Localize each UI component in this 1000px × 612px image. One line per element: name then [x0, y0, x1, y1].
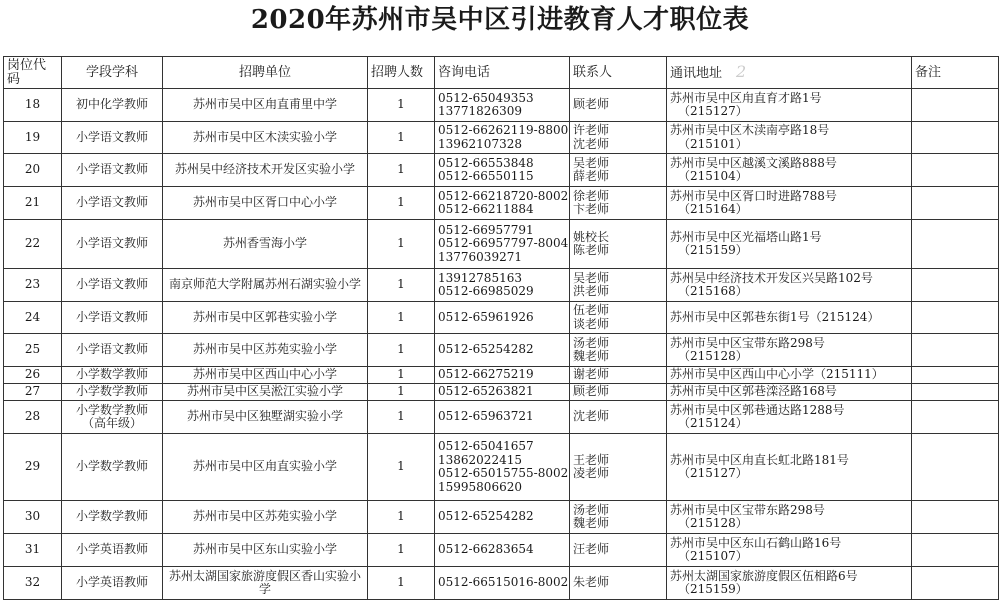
cell-line: 汪老师: [573, 542, 610, 557]
cell-line: 苏州市吴中区郭巷滦泾路168号: [670, 384, 837, 399]
phone-cell: [435, 501, 570, 534]
note-cell: [912, 334, 999, 367]
phone-cell: [435, 154, 570, 187]
cell-line: 顾老师: [573, 97, 610, 112]
unit-cell: [163, 187, 368, 220]
phone-cell: [435, 334, 570, 367]
unit-cell: [163, 401, 368, 434]
cell-line: 0512-65041657: [438, 439, 534, 453]
cell-line: （215128）: [678, 349, 748, 363]
cell-line: 沈老师: [573, 409, 610, 424]
header-cell: [667, 57, 912, 89]
count-cell: 1: [368, 401, 435, 434]
cell-line: 小学语文教师: [75, 236, 148, 251]
recruitment-table: [3, 56, 999, 600]
cell-line: 0512-66553848: [438, 155, 534, 170]
cell-line: 0512-65049353: [438, 90, 534, 105]
cell-line: （215127）: [678, 466, 748, 480]
subject-cell: [62, 334, 163, 367]
contact-cell: [570, 384, 667, 401]
unit-cell: [163, 567, 368, 600]
cell-line: 苏州市吴中区东山石鹤山路16号: [670, 535, 842, 550]
cell-line: 谈老师: [573, 316, 610, 331]
unit-cell: [163, 534, 368, 567]
cell-line: 魏老师: [573, 349, 610, 363]
cell-line: 苏州市吴中区郭巷通达路1288号: [670, 402, 845, 417]
header-row: [4, 57, 999, 89]
subject-cell: [62, 501, 163, 534]
code-cell: 21: [4, 187, 62, 220]
code-cell: 26: [4, 367, 62, 384]
cell-line: 0512-66275219: [438, 367, 534, 382]
cell-line: 洪老师: [573, 284, 610, 298]
contact-cell: [570, 122, 667, 154]
table-row: [4, 269, 999, 302]
cell-line: （215128）: [678, 516, 748, 530]
cell-line: 13776039271: [438, 249, 522, 264]
cell-line: 13862022415: [438, 452, 522, 467]
code-cell: 20: [4, 154, 62, 187]
unit-cell: [163, 384, 368, 401]
contact-cell: [570, 567, 667, 600]
cell-line: 苏州市吴中区苏苑实验小学: [192, 509, 337, 524]
cell-line: 苏州市吴中区胥口时进路788号: [670, 188, 837, 203]
cell-line: 汤老师: [573, 502, 610, 517]
cell-line: 0512-65254282: [438, 509, 534, 524]
phone-cell: [435, 434, 570, 501]
address-cell: [667, 154, 912, 187]
address-cell: [667, 89, 912, 122]
unit-cell: [163, 122, 368, 154]
cell-line: 0512-66218720-8002: [438, 188, 569, 203]
unit-cell: [163, 89, 368, 122]
code-cell: 31: [4, 534, 62, 567]
phone-cell: [435, 122, 570, 154]
cell-line: 13912785163: [438, 270, 522, 285]
cell-line: 0512-65015755-8002: [438, 466, 569, 480]
code-cell: 29: [4, 434, 62, 501]
code-cell: 18: [4, 89, 62, 122]
cell-line: 苏州太湖国家旅游度假区香山实验小学: [168, 568, 361, 596]
contact-cell: [570, 269, 667, 302]
contact-cell: [570, 89, 667, 122]
subject-cell: [62, 401, 163, 434]
table-row: [4, 302, 999, 334]
cell-line: 苏州市吴中区胥口中心小学: [192, 195, 337, 210]
note-cell: [912, 302, 999, 334]
code-cell: 32: [4, 567, 62, 600]
cell-line: 苏州香雪海小学: [222, 236, 307, 251]
note-cell: [912, 534, 999, 567]
cell-line: 苏州市吴中区西山中心小学（215111）: [670, 367, 884, 382]
phone-cell: [435, 269, 570, 302]
subject-cell: [62, 367, 163, 384]
cell-line: 伍老师: [573, 303, 610, 317]
cell-line: 小学语文教师: [75, 309, 148, 324]
cell-line: （215104）: [678, 169, 748, 183]
cell-line: 苏州市吴中区郭巷实验小学: [192, 309, 337, 324]
note-cell: [912, 367, 999, 384]
cell-line: 小学英语教师: [75, 575, 148, 590]
cell-line: 苏州市吴中区宝带东路298号: [670, 502, 825, 517]
header-mark: 2: [736, 61, 747, 81]
note-cell: [912, 384, 999, 401]
count-cell: 1: [368, 154, 435, 187]
cell-line: 0512-66550115: [438, 169, 534, 183]
address-cell: [667, 122, 912, 154]
cell-line: 苏州吴中经济技术开发区实验小学: [174, 162, 355, 177]
note-cell: [912, 269, 999, 302]
unit-cell: [163, 154, 368, 187]
header-cell: 联系人: [570, 57, 667, 89]
count-cell: 1: [368, 501, 435, 534]
cell-line: 0512-66283654: [438, 542, 534, 557]
cell-line: 苏州市吴中区西山中心小学: [192, 367, 337, 382]
cell-line: 13962107328: [438, 136, 522, 151]
table-row: [4, 220, 999, 269]
address-cell: [667, 567, 912, 600]
cell-line: 13771826309: [438, 104, 522, 118]
subject-cell: [62, 187, 163, 220]
cell-line: 0512-66262119-8800: [438, 123, 569, 137]
cell-line: 朱老师: [573, 575, 610, 590]
cell-line: 15995806620: [438, 479, 522, 494]
count-cell: 1: [368, 89, 435, 122]
address-cell: [667, 434, 912, 501]
cell-line: 陈老师: [573, 243, 610, 257]
cell-line: 小学数学教师: [75, 384, 148, 399]
cell-line: 南京师范大学附属苏州石湖实验小学: [168, 277, 361, 292]
subject-cell: [62, 434, 163, 501]
cell-line: 小学英语教师: [75, 542, 148, 557]
table-row: [4, 534, 999, 567]
note-cell: [912, 154, 999, 187]
cell-line: （215101）: [678, 136, 748, 151]
cell-line: 0512-65961926: [438, 309, 534, 324]
unit-cell: [163, 367, 368, 384]
phone-cell: [435, 567, 570, 600]
cell-line: （215159）: [678, 582, 748, 596]
subject-cell: [62, 567, 163, 600]
cell-line: 汤老师: [573, 335, 610, 350]
table-row: [4, 367, 999, 384]
cell-line: 0512-65254282: [438, 342, 534, 357]
code-cell: 23: [4, 269, 62, 302]
contact-cell: [570, 501, 667, 534]
table-row: [4, 89, 999, 122]
cell-line: 苏州市吴中区甪直育才路1号: [670, 90, 822, 105]
note-cell: [912, 187, 999, 220]
cell-line: 苏州市吴中区越溪文溪路888号: [670, 155, 837, 170]
count-cell: 1: [368, 384, 435, 401]
cell-line: 0512-65263821: [438, 384, 534, 399]
cell-line: 苏州市吴中区甪直长虹北路181号: [670, 452, 849, 467]
address-cell: [667, 384, 912, 401]
contact-cell: [570, 154, 667, 187]
unit-cell: [163, 302, 368, 334]
count-cell: 1: [368, 269, 435, 302]
cell-line: （215159）: [678, 243, 748, 257]
cell-line: 吴老师: [573, 155, 610, 170]
header-cell: 岗位代码: [4, 57, 62, 89]
code-cell: 30: [4, 501, 62, 534]
table-row: [4, 434, 999, 501]
cell-line: 苏州太湖国家旅游度假区伍相路6号: [670, 568, 858, 583]
header-cell: 招聘人数: [368, 57, 435, 89]
subject-cell: [62, 534, 163, 567]
count-cell: 1: [368, 434, 435, 501]
contact-cell: [570, 220, 667, 269]
code-cell: 28: [4, 401, 62, 434]
cell-line: 苏州市吴中区宝带东路298号: [670, 335, 825, 350]
cell-line: 0512-65963721: [438, 409, 534, 424]
cell-line: 小学语文教师: [75, 129, 148, 144]
contact-cell: [570, 367, 667, 384]
note-cell: [912, 567, 999, 600]
subject-cell: [62, 220, 163, 269]
phone-cell: [435, 401, 570, 434]
phone-cell: [435, 187, 570, 220]
count-cell: 1: [368, 534, 435, 567]
subject-cell: [62, 122, 163, 154]
cell-line: 小学语文教师: [75, 277, 148, 292]
code-cell: 24: [4, 302, 62, 334]
header-cell: 招聘单位: [163, 57, 368, 89]
cell-line: 王老师: [573, 452, 610, 467]
note-cell: [912, 434, 999, 501]
address-cell: [667, 501, 912, 534]
cell-line: 0512-66957791: [438, 222, 534, 237]
address-cell: [667, 534, 912, 567]
unit-cell: [163, 434, 368, 501]
cell-line: 小学语文教师: [75, 342, 148, 357]
contact-cell: [570, 334, 667, 367]
cell-line: 苏州市吴中区独墅湖实验小学: [186, 409, 343, 424]
cell-line: 许老师: [573, 123, 610, 137]
code-cell: 25: [4, 334, 62, 367]
subject-cell: [62, 384, 163, 401]
cell-line: 初中化学教师: [75, 97, 148, 112]
code-cell: 27: [4, 384, 62, 401]
table-row: [4, 187, 999, 220]
phone-cell: [435, 302, 570, 334]
table-row: [4, 501, 999, 534]
cell-line: （215107）: [678, 549, 748, 563]
header-label: 通讯地址: [670, 65, 723, 81]
subject-cell: [62, 154, 163, 187]
cell-line: 小学数学教师: [75, 367, 148, 382]
address-cell: [667, 367, 912, 384]
cell-line: 苏州吴中经济技术开发区兴吴路102号: [670, 270, 873, 285]
table-row: [4, 567, 999, 600]
phone-cell: [435, 534, 570, 567]
cell-line: 小学语文教师: [75, 195, 148, 210]
table-row: [4, 122, 999, 154]
cell-line: 小学数学教师: [75, 509, 148, 524]
phone-cell: [435, 89, 570, 122]
cell-line: （215164）: [678, 202, 748, 216]
cell-line: （215168）: [678, 284, 748, 298]
cell-line: 0512-66515016-8002: [438, 575, 569, 590]
unit-cell: [163, 501, 368, 534]
code-cell: 19: [4, 122, 62, 154]
cell-line: 小学数学教师（高年级）: [75, 402, 148, 430]
cell-line: 徐老师: [573, 188, 610, 203]
note-cell: [912, 401, 999, 434]
subject-cell: [62, 89, 163, 122]
phone-cell: [435, 384, 570, 401]
contact-cell: [570, 534, 667, 567]
cell-line: 谢老师: [573, 367, 610, 382]
subject-cell: [62, 269, 163, 302]
cell-line: 小学数学教师: [75, 459, 148, 474]
cell-line: 魏老师: [573, 516, 610, 530]
count-cell: 1: [368, 567, 435, 600]
note-cell: [912, 220, 999, 269]
cell-line: 姚校长: [573, 229, 610, 244]
cell-line: 苏州市吴中区木渎实验小学: [192, 129, 337, 144]
cell-line: 苏州市吴中区甪直甫里中学: [192, 97, 337, 112]
unit-cell: [163, 269, 368, 302]
cell-line: 苏州市吴中区郭巷东街1号（215124）: [670, 309, 880, 324]
table-row: [4, 401, 999, 434]
count-cell: 1: [368, 367, 435, 384]
contact-cell: [570, 401, 667, 434]
phone-cell: [435, 367, 570, 384]
table-row: [4, 154, 999, 187]
cell-line: 苏州市吴中区光福塔山路1号: [670, 229, 822, 244]
address-cell: [667, 269, 912, 302]
note-cell: [912, 122, 999, 154]
count-cell: 1: [368, 187, 435, 220]
header-cell: 学段学科: [62, 57, 163, 89]
table-row: [4, 334, 999, 367]
cell-line: 沈老师: [573, 136, 610, 151]
count-cell: 1: [368, 122, 435, 154]
cell-line: 苏州市吴中区东山实验小学: [192, 542, 337, 557]
phone-cell: [435, 220, 570, 269]
cell-line: 凌老师: [573, 466, 610, 480]
contact-cell: [570, 434, 667, 501]
address-cell: [667, 220, 912, 269]
cell-line: 吴老师: [573, 270, 610, 285]
header-cell: 备注: [912, 57, 999, 89]
note-cell: [912, 501, 999, 534]
address-cell: [667, 334, 912, 367]
page-title: 2020年苏州市吴中区引进教育人才职位表: [250, 5, 750, 35]
cell-line: 小学语文教师: [75, 162, 148, 177]
contact-cell: [570, 302, 667, 334]
unit-cell: [163, 220, 368, 269]
cell-line: 顾老师: [573, 384, 610, 399]
table-row: [4, 384, 999, 401]
address-cell: [667, 302, 912, 334]
address-cell: [667, 187, 912, 220]
count-cell: 1: [368, 302, 435, 334]
count-cell: 1: [368, 334, 435, 367]
address-cell: [667, 401, 912, 434]
cell-line: 苏州市吴中区甪直实验小学: [192, 459, 337, 474]
cell-line: （215124）: [678, 416, 748, 430]
note-cell: [912, 89, 999, 122]
cell-line: 0512-66985029: [438, 284, 534, 298]
contact-cell: [570, 187, 667, 220]
cell-line: 苏州市吴中区苏苑实验小学: [192, 342, 337, 357]
cell-line: 卞老师: [573, 202, 610, 216]
subject-cell: [62, 302, 163, 334]
cell-line: 薛老师: [573, 169, 610, 183]
cell-line: 0512-66957797-8004: [438, 236, 569, 251]
count-cell: 1: [368, 220, 435, 269]
header-cell: 咨询电话: [435, 57, 570, 89]
cell-line: 0512-66211884: [438, 202, 534, 216]
cell-line: 苏州市吴中区木渎南亭路18号: [670, 123, 830, 137]
cell-line: 苏州市吴中区吴淞江实验小学: [186, 384, 343, 399]
cell-line: （215127）: [678, 104, 748, 118]
code-cell: 22: [4, 220, 62, 269]
unit-cell: [163, 334, 368, 367]
